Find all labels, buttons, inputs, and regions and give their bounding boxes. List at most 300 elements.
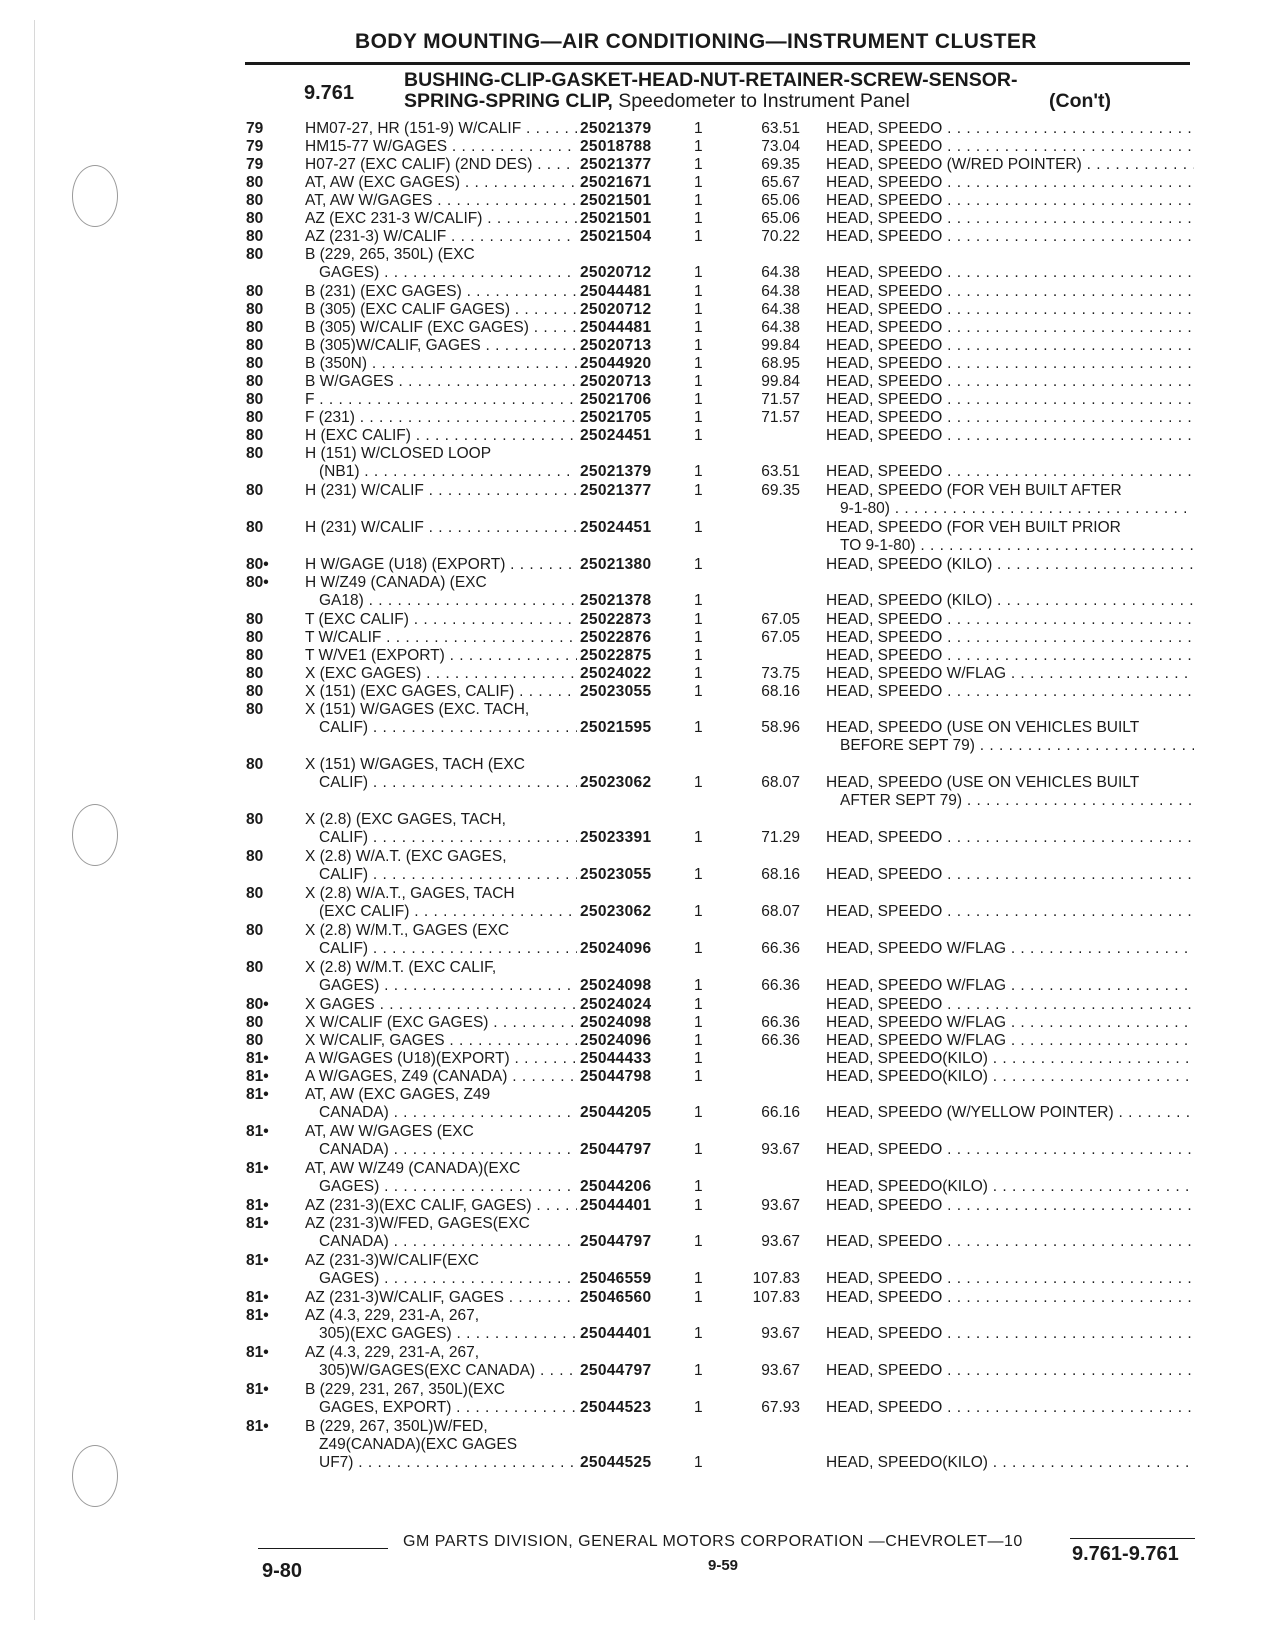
row-application-line: CANADA) . . . — [305, 1141, 577, 1159]
row-description-line: HEAD, SPEEDO . . . — [826, 264, 1194, 282]
row-description-line: BEFORE SEPT 79) . . . — [826, 737, 1194, 755]
row-application-line: AT, AW (EXC GAGES, Z49 — [305, 1086, 491, 1103]
row-quantity: 1 — [694, 463, 703, 480]
row-description-line: HEAD, SPEEDO . . . — [826, 1141, 1194, 1159]
row-description — [826, 1454, 1194, 1472]
row-year: 80 — [246, 665, 264, 682]
row-application-line: GA18) . . . — [305, 592, 577, 610]
row-price: 66.36 — [761, 1014, 800, 1031]
row-description-line: HEAD, SPEEDO(KILO) . . . — [826, 1454, 1194, 1472]
row-part-number: 25022875 — [580, 647, 652, 664]
row-quantity: 1 — [694, 592, 703, 609]
row-application — [305, 519, 577, 537]
row-application-line: 305)(EXC GAGES) . . . — [305, 1325, 577, 1343]
row-description-line: HEAD, SPEEDO . . . — [826, 373, 1194, 391]
footer-rule-left — [258, 1548, 388, 1549]
row-application-line: GAGES) . . . — [305, 1270, 577, 1288]
row-quantity: 1 — [694, 683, 703, 700]
table-row — [0, 1252, 1280, 1288]
row-application — [305, 1381, 577, 1417]
row-quantity: 1 — [694, 373, 703, 390]
row-part-number: 25022873 — [580, 611, 652, 628]
row-application-line: F . . . — [305, 391, 577, 409]
row-description — [826, 264, 1194, 282]
row-description — [826, 1068, 1194, 1086]
table-row — [0, 1307, 1280, 1343]
row-year: 80 — [246, 647, 264, 664]
table-row — [0, 1344, 1280, 1380]
row-description-line: HEAD, SPEEDO W/FLAG . . . — [826, 665, 1194, 683]
table-row — [0, 192, 1280, 210]
row-quantity: 1 — [694, 174, 703, 191]
row-description — [826, 829, 1194, 847]
row-price: 71.57 — [761, 409, 800, 426]
row-application-line: B (229, 267, 350L)W/FED, — [305, 1418, 488, 1435]
row-description-line: HEAD, SPEEDO . . . — [826, 319, 1194, 337]
table-row — [0, 138, 1280, 156]
row-year: 80 — [246, 922, 264, 939]
table-row — [0, 391, 1280, 409]
row-year: 81• — [246, 1344, 269, 1361]
row-application-line: X (2.8) W/A.T., GAGES, TACH — [305, 885, 515, 902]
row-price: 64.38 — [761, 301, 800, 318]
row-year: 80 — [246, 885, 264, 902]
row-application — [305, 1215, 577, 1251]
row-price: 71.57 — [761, 391, 800, 408]
table-row — [0, 156, 1280, 174]
row-description — [826, 774, 1194, 810]
row-application-line: AZ (231-3)W/CALIF, GAGES . . . — [305, 1289, 577, 1307]
table-row — [0, 519, 1280, 555]
row-description-line: HEAD, SPEEDO . . . — [826, 1233, 1194, 1251]
section-title — [404, 70, 1184, 112]
table-row — [0, 756, 1280, 809]
row-year: 80• — [246, 574, 269, 591]
footer-publisher: GM PARTS DIVISION, GENERAL MOTORS CORPORATION —CHEVROLET—10 — [403, 1533, 1023, 1550]
row-quantity: 1 — [694, 283, 703, 300]
table-row — [0, 996, 1280, 1014]
row-description-line: HEAD, SPEEDO . . . — [826, 301, 1194, 319]
row-part-number: 25024096 — [580, 940, 652, 957]
row-part-number: 25044525 — [580, 1454, 652, 1471]
table-row — [0, 373, 1280, 391]
table-row — [0, 228, 1280, 246]
row-application-line: H (231) W/CALIF . . . — [305, 519, 577, 537]
row-application — [305, 391, 577, 409]
row-price: 70.22 — [761, 228, 800, 245]
row-quantity: 1 — [694, 647, 703, 664]
row-part-number: 25020713 — [580, 337, 652, 354]
row-description-line: HEAD, SPEEDO W/FLAG . . . — [826, 977, 1194, 995]
row-quantity: 1 — [694, 319, 703, 336]
row-application-line: GAGES) . . . — [305, 1178, 577, 1196]
row-description — [826, 1050, 1194, 1068]
row-quantity: 1 — [694, 1399, 703, 1416]
row-description-line: HEAD, SPEEDO . . . — [826, 611, 1194, 629]
page-header: BODY MOUNTING—AIR CONDITIONING—INSTRUMENT CLUSTER — [355, 30, 1037, 53]
row-description — [826, 977, 1194, 995]
row-application-line: GAGES) . . . — [305, 977, 577, 995]
row-application-line: H07-27 (EXC CALIF) (2ND DES) . . . — [305, 156, 577, 174]
row-application-line: H W/Z49 (CANADA) (EXC — [305, 574, 487, 591]
row-application — [305, 556, 577, 574]
row-application-line: UF7) . . . — [305, 1454, 577, 1472]
row-application-line: T W/VE1 (EXPORT) . . . — [305, 647, 577, 665]
row-quantity: 1 — [694, 1141, 703, 1158]
row-part-number: 25020712 — [580, 301, 652, 318]
table-row — [0, 120, 1280, 138]
row-quantity: 1 — [694, 774, 703, 791]
row-description-line: HEAD, SPEEDO W/FLAG . . . — [826, 940, 1194, 958]
row-quantity: 1 — [694, 1197, 703, 1214]
row-description — [826, 996, 1194, 1014]
row-description — [826, 373, 1194, 391]
row-application — [305, 1197, 577, 1215]
row-application — [305, 1289, 577, 1307]
row-application-line: B (350N) . . . — [305, 355, 577, 373]
row-year: 80 — [246, 848, 264, 865]
row-description-line: HEAD, SPEEDO (W/YELLOW POINTER) . . . — [826, 1104, 1194, 1122]
row-price: 93.67 — [761, 1197, 800, 1214]
row-part-number: 25020712 — [580, 264, 652, 281]
row-part-number: 25021380 — [580, 556, 652, 573]
page-number: 9-59 — [708, 1557, 739, 1574]
row-price: 66.16 — [761, 1104, 800, 1121]
row-description — [826, 174, 1194, 192]
row-description — [826, 940, 1194, 958]
row-part-number: 25021671 — [580, 174, 652, 191]
row-description-line: HEAD, SPEEDO (USE ON VEHICLES BUILT — [826, 719, 1140, 736]
section-title-line2-main: SPRING-SPRING CLIP, — [404, 90, 613, 112]
row-description — [826, 1233, 1194, 1251]
row-description-line: HEAD, SPEEDO . . . — [826, 1362, 1194, 1380]
table-row — [0, 574, 1280, 610]
table-row — [0, 409, 1280, 427]
section-title-sub: Speedometer to Instrument Panel — [618, 90, 910, 112]
table-row — [0, 174, 1280, 192]
row-description-line: HEAD, SPEEDO . . . — [826, 683, 1194, 701]
row-quantity: 1 — [694, 1014, 703, 1031]
table-row — [0, 811, 1280, 847]
row-price: 65.06 — [761, 192, 800, 209]
row-application-line: AZ (231-3) W/CALIF . . . — [305, 228, 577, 246]
row-quantity: 1 — [694, 138, 703, 155]
table-row — [0, 848, 1280, 884]
row-application — [305, 355, 577, 373]
table-row — [0, 355, 1280, 373]
row-application — [305, 228, 577, 246]
row-year: 81• — [246, 1086, 269, 1103]
row-description-line: HEAD, SPEEDO (W/RED POINTER) . . . — [826, 156, 1194, 174]
row-part-number: 25044797 — [580, 1362, 652, 1379]
row-price: 66.36 — [761, 1032, 800, 1049]
row-application-line: CALIF) . . . — [305, 719, 577, 737]
row-year: 81• — [246, 1123, 269, 1140]
row-description-line: HEAD, SPEEDO . . . — [826, 409, 1194, 427]
row-year: 80• — [246, 996, 269, 1013]
table-row — [0, 647, 1280, 665]
row-application-line: AZ (4.3, 229, 231-A, 267, — [305, 1344, 480, 1361]
row-year: 80 — [246, 445, 264, 462]
row-quantity: 1 — [694, 519, 703, 536]
row-part-number: 25021501 — [580, 192, 652, 209]
row-description-line: HEAD, SPEEDO . . . — [826, 120, 1194, 138]
row-application — [305, 174, 577, 192]
row-description — [826, 1399, 1194, 1417]
table-row — [0, 1381, 1280, 1417]
row-application — [305, 1014, 577, 1032]
row-part-number: 25044920 — [580, 355, 652, 372]
table-row — [0, 427, 1280, 445]
row-year: 80 — [246, 611, 264, 628]
row-year: 80 — [246, 701, 264, 718]
row-quantity: 1 — [694, 629, 703, 646]
row-price: 71.29 — [761, 829, 800, 846]
row-year: 80 — [246, 174, 264, 191]
row-application-line: CALIF) . . . — [305, 940, 577, 958]
row-description — [826, 427, 1194, 445]
table-row — [0, 1123, 1280, 1159]
row-quantity: 1 — [694, 482, 703, 499]
row-application — [305, 319, 577, 337]
row-quantity: 1 — [694, 1032, 703, 1049]
row-price: 67.05 — [761, 629, 800, 646]
row-application — [305, 885, 577, 921]
row-description — [826, 319, 1194, 337]
row-part-number: 25021595 — [580, 719, 652, 736]
row-description-line: HEAD, SPEEDO . . . — [826, 192, 1194, 210]
row-part-number: 25020713 — [580, 373, 652, 390]
row-year: 81• — [246, 1050, 269, 1067]
row-price: 73.75 — [761, 665, 800, 682]
row-part-number: 25044481 — [580, 319, 652, 336]
row-description-line: HEAD, SPEEDO . . . — [826, 629, 1194, 647]
row-description — [826, 138, 1194, 156]
row-price: 65.06 — [761, 210, 800, 227]
row-application — [305, 1050, 577, 1068]
row-quantity: 1 — [694, 192, 703, 209]
row-application — [305, 373, 577, 391]
row-part-number: 25024451 — [580, 427, 652, 444]
row-price: 64.38 — [761, 264, 800, 281]
row-year: 80 — [246, 355, 264, 372]
row-quantity: 1 — [694, 1104, 703, 1121]
row-description — [826, 556, 1194, 574]
row-application-line: CANADA) . . . — [305, 1104, 577, 1122]
row-application-line: AZ (231-3)W/FED, GAGES(EXC — [305, 1215, 530, 1232]
table-row — [0, 1068, 1280, 1086]
row-application-line: B (229, 231, 267, 350L)(EXC — [305, 1381, 505, 1398]
row-description — [826, 482, 1194, 518]
row-application — [305, 301, 577, 319]
row-price: 65.67 — [761, 174, 800, 191]
row-description-line: HEAD, SPEEDO . . . — [826, 337, 1194, 355]
row-year: 80 — [246, 811, 264, 828]
row-year: 80 — [246, 1014, 264, 1031]
row-description — [826, 283, 1194, 301]
row-description-line: HEAD, SPEEDO . . . — [826, 283, 1194, 301]
row-year: 80 — [246, 629, 264, 646]
row-part-number: 25024024 — [580, 996, 652, 1013]
row-application-line: AT, AW W/GAGES . . . — [305, 192, 577, 210]
row-application-line: X (EXC GAGES) . . . — [305, 665, 577, 683]
row-price: 93.67 — [761, 1141, 800, 1158]
row-year: 80 — [246, 683, 264, 700]
row-application-line: T (EXC CALIF) . . . — [305, 611, 577, 629]
table-row — [0, 611, 1280, 629]
row-description — [826, 1197, 1194, 1215]
row-application-line: A W/GAGES, Z49 (CANADA) . . . — [305, 1068, 577, 1086]
row-description — [826, 903, 1194, 921]
row-part-number: 25023062 — [580, 774, 652, 791]
row-application — [305, 629, 577, 647]
row-description — [826, 409, 1194, 427]
row-description-line: HEAD, SPEEDO . . . — [826, 1270, 1194, 1288]
table-row — [0, 701, 1280, 754]
row-application — [305, 192, 577, 210]
row-description — [826, 866, 1194, 884]
row-application-line: AZ (EXC 231-3 W/CALIF) . . . — [305, 210, 577, 228]
row-year: 80 — [246, 427, 264, 444]
row-description — [826, 1289, 1194, 1307]
table-row — [0, 246, 1280, 282]
row-part-number: 25022876 — [580, 629, 652, 646]
row-description — [826, 1270, 1194, 1288]
table-row — [0, 1289, 1280, 1307]
row-year: 80 — [246, 319, 264, 336]
row-description-line: HEAD, SPEEDO W/FLAG . . . — [826, 1032, 1194, 1050]
row-quantity: 1 — [694, 903, 703, 920]
row-description-line: HEAD, SPEEDO(KILO) . . . — [826, 1178, 1194, 1196]
row-year: 80• — [246, 556, 269, 573]
row-application-line: CALIF) . . . — [305, 774, 577, 792]
row-price: 66.36 — [761, 940, 800, 957]
row-application-line: GAGES, EXPORT) . . . — [305, 1399, 577, 1417]
row-quantity: 1 — [694, 427, 703, 444]
row-part-number: 25021504 — [580, 228, 652, 245]
row-price: 107.83 — [752, 1270, 800, 1287]
row-year: 80 — [246, 1032, 264, 1049]
row-quantity: 1 — [694, 1068, 703, 1085]
row-application-line: AT, AW (EXC GAGES) . . . — [305, 174, 577, 192]
row-description — [826, 519, 1194, 555]
row-year: 80 — [246, 283, 264, 300]
row-description — [826, 1014, 1194, 1032]
row-application-line: (EXC CALIF) . . . — [305, 903, 577, 921]
row-year: 79 — [246, 120, 264, 137]
section-title-line2 — [404, 91, 1184, 112]
row-application-line: T W/CALIF . . . — [305, 629, 577, 647]
row-description-line: HEAD, SPEEDO . . . — [826, 355, 1194, 373]
row-application — [305, 1307, 577, 1343]
row-description — [826, 1362, 1194, 1380]
row-description — [826, 301, 1194, 319]
row-application-line: AZ (231-3)W/CALIF(EXC — [305, 1252, 479, 1269]
table-row — [0, 1215, 1280, 1251]
row-part-number: 25024451 — [580, 519, 652, 536]
row-description-line: HEAD, SPEEDO . . . — [826, 829, 1194, 847]
row-year: 80 — [246, 301, 264, 318]
row-quantity: 1 — [694, 665, 703, 682]
row-description-line: HEAD, SPEEDO . . . — [826, 1197, 1194, 1215]
table-row — [0, 1418, 1280, 1472]
table-row — [0, 1014, 1280, 1032]
row-description — [826, 1325, 1194, 1343]
row-description-line: HEAD, SPEEDO . . . — [826, 210, 1194, 228]
row-year: 80 — [246, 192, 264, 209]
row-price: 93.67 — [761, 1233, 800, 1250]
row-application — [305, 683, 577, 701]
row-part-number: 25021377 — [580, 156, 652, 173]
row-quantity: 1 — [694, 1233, 703, 1250]
row-description — [826, 719, 1194, 755]
row-application-line: AZ (231-3)(EXC CALIF, GAGES) . . . — [305, 1197, 577, 1215]
row-price: 67.05 — [761, 611, 800, 628]
row-application-line: F (231) . . . — [305, 409, 577, 427]
row-application-line: B (305)W/CALIF, GAGES . . . — [305, 337, 577, 355]
row-description-line: 9-1-80) . . . — [826, 500, 1194, 518]
row-part-number: 25044401 — [580, 1197, 652, 1214]
row-application-line: 305)W/GAGES(EXC CANADA) . . . — [305, 1362, 577, 1380]
row-year: 81• — [246, 1289, 269, 1306]
row-quantity: 1 — [694, 264, 703, 281]
table-row — [0, 665, 1280, 683]
row-application-line: CANADA) . . . — [305, 1233, 577, 1251]
row-quantity: 1 — [694, 1454, 703, 1471]
row-year: 80 — [246, 246, 264, 263]
row-year: 80 — [246, 210, 264, 227]
row-description — [826, 228, 1194, 246]
row-application — [305, 138, 577, 156]
row-application — [305, 445, 577, 481]
row-description-line: HEAD, SPEEDO . . . — [826, 391, 1194, 409]
row-description-line: HEAD, SPEEDO (KILO) . . . — [826, 556, 1194, 574]
row-quantity: 1 — [694, 866, 703, 883]
row-application — [305, 1160, 577, 1196]
table-row — [0, 922, 1280, 958]
row-price: 68.95 — [761, 355, 800, 372]
row-application — [305, 120, 577, 138]
row-part-number: 25024096 — [580, 1032, 652, 1049]
row-application — [305, 665, 577, 683]
row-description-line: TO 9-1-80) . . . — [826, 537, 1194, 555]
row-part-number: 25044797 — [580, 1233, 652, 1250]
row-description-line: HEAD, SPEEDO W/FLAG . . . — [826, 1014, 1194, 1032]
row-part-number: 25044481 — [580, 283, 652, 300]
row-application — [305, 1344, 577, 1380]
row-application — [305, 848, 577, 884]
row-description — [826, 611, 1194, 629]
row-description — [826, 683, 1194, 701]
row-year: 81• — [246, 1215, 269, 1232]
row-application — [305, 811, 577, 847]
row-quantity: 1 — [694, 1178, 703, 1195]
row-application-line: X (2.8) W/A.T. (EXC GAGES, — [305, 848, 507, 865]
row-application — [305, 210, 577, 228]
row-part-number: 25021379 — [580, 120, 652, 137]
table-row — [0, 210, 1280, 228]
row-quantity: 1 — [694, 829, 703, 846]
row-price: 93.67 — [761, 1362, 800, 1379]
row-application — [305, 756, 577, 792]
row-year: 80 — [246, 519, 264, 536]
table-row — [0, 629, 1280, 647]
row-quantity: 1 — [694, 1050, 703, 1067]
row-price: 66.36 — [761, 977, 800, 994]
row-price: 69.35 — [761, 482, 800, 499]
row-quantity: 1 — [694, 611, 703, 628]
row-part-number: 25044401 — [580, 1325, 652, 1342]
